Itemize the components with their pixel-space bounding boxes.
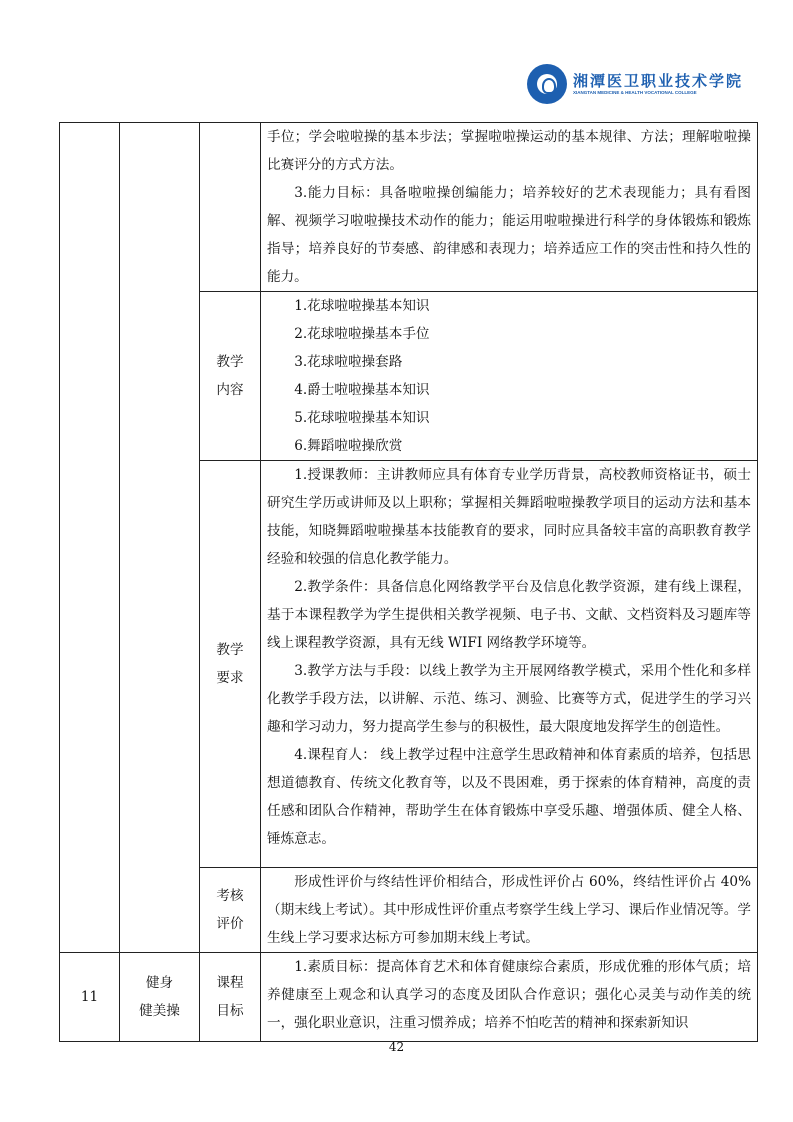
label-line: 健美操: [139, 1003, 180, 1019]
paragraph: 形成性评价与终结性评价相结合，形成性评价占 60%，终结性评价占 40%（期末线上考试）。其中形成性评价重点考察学生线上学习、课后作业情况等。学生线上学习要求达标方可参加期末线上考试。: [267, 874, 751, 946]
goals-ability: 3.能力目标：具备啦啦操创编能力；培养较好的艺术表现能力；具有看图解、视频学习啦啦操技术动作的能力；能运用啦啦操进行科学的身体锻炼和锻炼指导；培养良好的节奏感、韵律感和表现力；培养适应工作的突击性和持久性的能力。: [267, 185, 751, 285]
course-name-cell: [120, 123, 200, 953]
course-name-cell: [120, 953, 200, 1042]
logo-cn: 湘潭医卫职业技术学院: [573, 72, 744, 90]
label-line: 课程: [216, 975, 244, 991]
logo-en: XIANGTAN MEDICINE & HEALTH VOCATIONAL COLLEGE: [573, 90, 697, 95]
paragraph: 3.教学方法与手段：以线上教学为主开展网络教学模式，采用个性化和多样化教学手段方法，以讲解、示范、练习、测验、比赛等方式，促进学生的学习兴趣和学习动力，努力提高学生参与的积极性，最大限度地发挥学生的创造性。: [267, 663, 751, 735]
number-cell: 11: [60, 953, 120, 1042]
course-table: [59, 122, 758, 1042]
label-cell: [200, 868, 261, 953]
label-line: 考核: [216, 888, 244, 904]
paragraph: 2.教学条件：具备信息化网络教学平台及信息化教学资源，建有线上课程，基于本课程教学为学生提供相关教学视频、电子书、文献、文档资料及习题库等线上课程教学资源，具有无线 WIFI 网络教学环境等。: [267, 579, 751, 651]
list-item: 1.花球啦啦操基本知识: [294, 298, 430, 314]
table-row: [60, 123, 758, 292]
paragraph: 1.授课教师：主讲教师应具有体育专业学历背景，高校教师资格证书，硕士研究生学历或讲师及以上职称；掌握相关舞蹈啦啦操教学项目的运动方法和基本技能，知晓舞蹈啦啦操基本技能教育的要求，同时应具备较丰富的高职教育教学经验和较强的信息化教学能力。: [267, 467, 751, 567]
label-cell: [200, 461, 261, 868]
requirements-cell: [261, 461, 758, 868]
label-cell: [200, 953, 261, 1042]
label-line: 内容: [216, 382, 244, 398]
label-line: 目标: [216, 1003, 244, 1019]
paragraph: 4.课程育人： 线上教学过程中注意学生思政精神和体育素质的培养，包括思想道德教育、传统文化教育等，以及不畏困难，勇于探索的体育精神，高度的责任感和团队合作精神，帮助学生在体育锻炼中享受乐趣、增强体质、健全人格、锤炼意志。: [267, 747, 751, 847]
goals-cell: [261, 953, 758, 1042]
label-line: 健身: [145, 975, 174, 991]
college-logo: [527, 64, 743, 104]
number-cell: [60, 123, 120, 953]
label-line: 评价: [216, 916, 244, 932]
label-line: 要求: [216, 670, 244, 686]
goals-cell: [261, 123, 758, 292]
list-item: 4.爵士啦啦操基本知识: [294, 382, 430, 398]
list-item: 6.舞蹈啦啦操欣赏: [294, 438, 403, 454]
label-line: 教学: [216, 354, 244, 370]
paragraph: 1.素质目标：提高体育艺术和体育健康综合素质，形成优雅的形体气质；培养健康至上观念和认真学习的态度及团队合作意识；强化心灵美与动作美的统一，强化职业意识，注重习惯养成；培养不怕吃苦的精神和探索新知识: [267, 959, 751, 1031]
table-row: [60, 953, 758, 1042]
page-number: 42: [388, 1040, 405, 1054]
content-cell: [261, 292, 758, 461]
list-item: 5.花球啦啦操基本知识: [294, 410, 430, 426]
label-cell: [200, 292, 261, 461]
list-item: 3.花球啦啦操套路: [294, 354, 403, 370]
assessment-cell: [261, 868, 758, 953]
goals-text: 手位；学会啦啦操的基本步法；掌握啦啦操运动的基本规律、方法；理解啦啦操比赛评分的方式方法。: [267, 129, 751, 173]
list-item: 2.花球啦啦操基本手位: [294, 326, 430, 342]
label-cell: [200, 123, 261, 292]
college-seal-icon: [527, 64, 567, 104]
label-line: 教学: [216, 642, 244, 658]
